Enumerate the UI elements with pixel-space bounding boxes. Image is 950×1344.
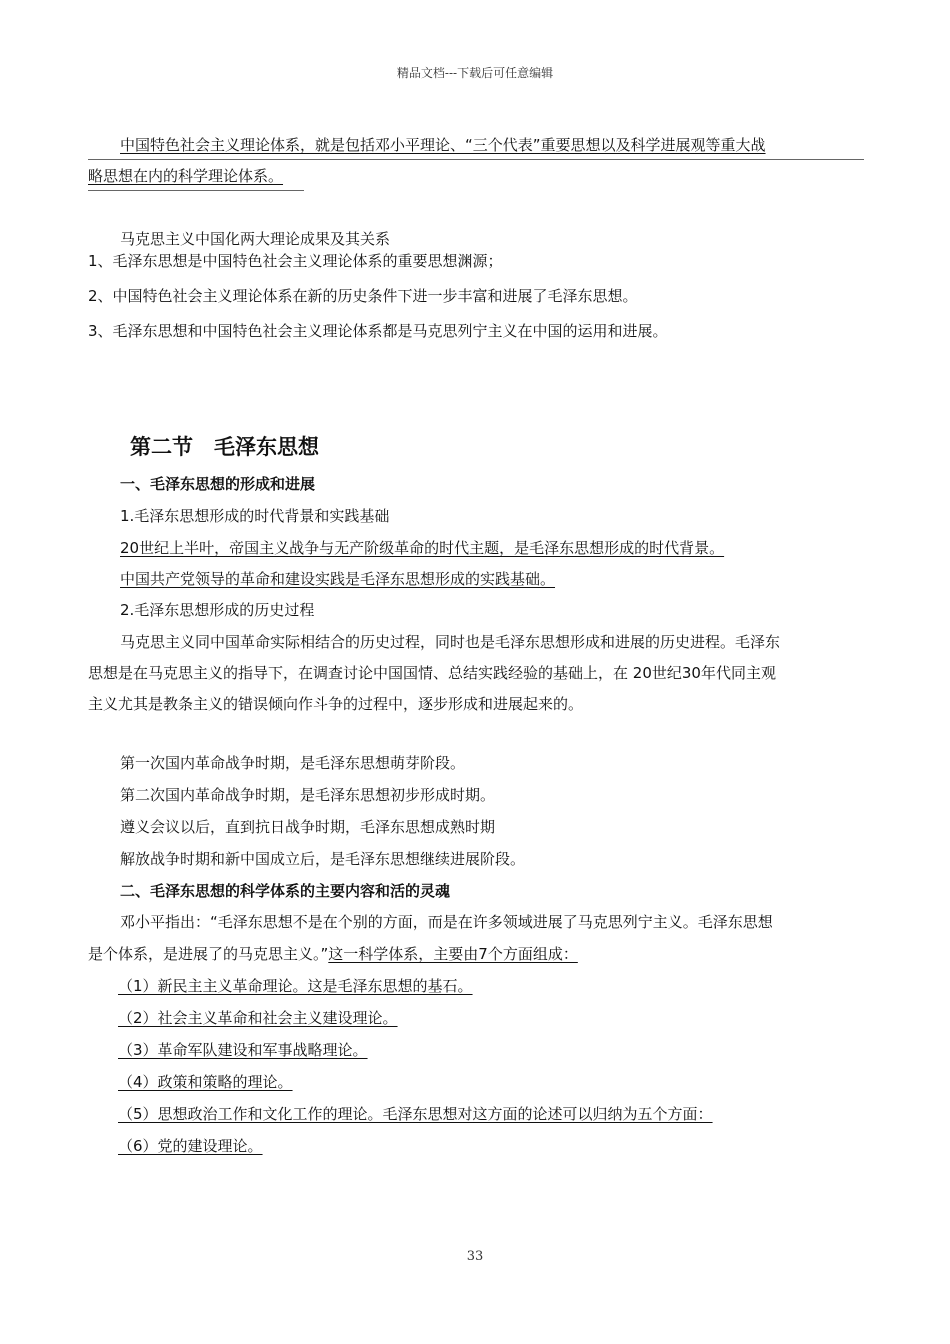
quote-line-2 [88, 944, 578, 964]
intro-double-underline-2 [88, 190, 304, 191]
relations-item-2: 2、中国特色社会主义理论体系在新的历史条件下进一步丰富和进展了毛泽东思想。 [88, 287, 638, 305]
relations-item-1: 1、毛泽东思想是中国特色社会主义理论体系的重要思想渊源； [88, 252, 503, 270]
stage-3: 遵义会议以后，直到抗日战争时期，毛泽东思想成熟时期 [120, 818, 496, 836]
intro-line-1: 中国特色社会主义理论体系，就是包括邓小平理论、“三个代表”重要思想以及科学进展观等重大战 [120, 136, 766, 154]
quote-line-2-text: 是个体系，是进展了的马克思主义。” [88, 945, 329, 963]
stage-1: 第一次国内革命战争时期，是毛泽东思想萌芽阶段。 [120, 754, 466, 772]
stage-2: 第二次国内革命战争时期，是毛泽东思想初步形成时期。 [120, 786, 496, 804]
page-header: 精品文档---下载后可任意编辑 [396, 66, 554, 80]
list-item-3: （3）革命军队建设和军事战略理论。 [118, 1041, 368, 1059]
intro-double-underline-1 [88, 159, 864, 160]
para-line-2: 思想是在马克思主义的指导下，在调查讨论中国国情、总结实践经验的基础上，在 20世纪30年代同主观 [88, 664, 776, 682]
item-1-heading: 1.毛泽东思想形成的时代背景和实践基础 [120, 507, 390, 525]
subsection-1-heading: 一、毛泽东思想的形成和进展 [120, 475, 316, 493]
list-item-6: （6）党的建设理论。 [118, 1137, 263, 1155]
list-item-2: （2）社会主义革命和社会主义建设理论。 [118, 1009, 398, 1027]
quote-line-1: 邓小平指出：“毛泽东思想不是在个别的方面，而是在许多领域进展了马克思列宁主义。毛泽东思想 [120, 913, 773, 931]
list-item-1: （1）新民主主义革命理论。这是毛泽东思想的基石。 [118, 977, 473, 995]
section-title: 第二节 毛泽东思想 [130, 435, 319, 459]
list-item-4: （4）政策和策略的理论。 [118, 1073, 293, 1091]
intro-line-2: 略思想在内的科学理论体系。 [88, 167, 284, 185]
item-2-heading: 2.毛泽东思想形成的历史过程 [120, 601, 315, 619]
relations-item-3: 3、毛泽东思想和中国特色社会主义理论体系都是马克思列宁主义在中国的运用和进展。 [88, 322, 668, 340]
underlined-line-2: 中国共产党领导的革命和建设实践是毛泽东思想形成的实践基础。 [120, 570, 556, 588]
subsection-2-heading: 二、毛泽东思想的科学体系的主要内容和活的灵魂 [120, 882, 451, 900]
relations-title: 马克思主义中国化两大理论成果及其关系 [120, 230, 391, 248]
list-item-5: （5）思想政治工作和文化工作的理论。毛泽东思想对这方面的论述可以归纳为五个方面： [118, 1105, 713, 1123]
page-number: 33 [466, 1249, 484, 1264]
quote-line-2-underlined: 这一科学体系，主要由7个方面组成： [328, 945, 578, 963]
stage-4: 解放战争时期和新中国成立后，是毛泽东思想继续进展阶段。 [120, 850, 526, 868]
underlined-line-1: 20世纪上半叶，帝国主义战争与无产阶级革命的时代主题，是毛泽东思想形成的时代背景。 [120, 539, 725, 557]
para-line-1: 马克思主义同中国革命实际相结合的历史过程，同时也是毛泽东思想形成和进展的历史进程。毛泽东 [120, 633, 781, 651]
para-line-3: 主义尤其是教条主义的错误倾向作斗争的过程中，逐步形成和进展起来的。 [88, 695, 584, 713]
